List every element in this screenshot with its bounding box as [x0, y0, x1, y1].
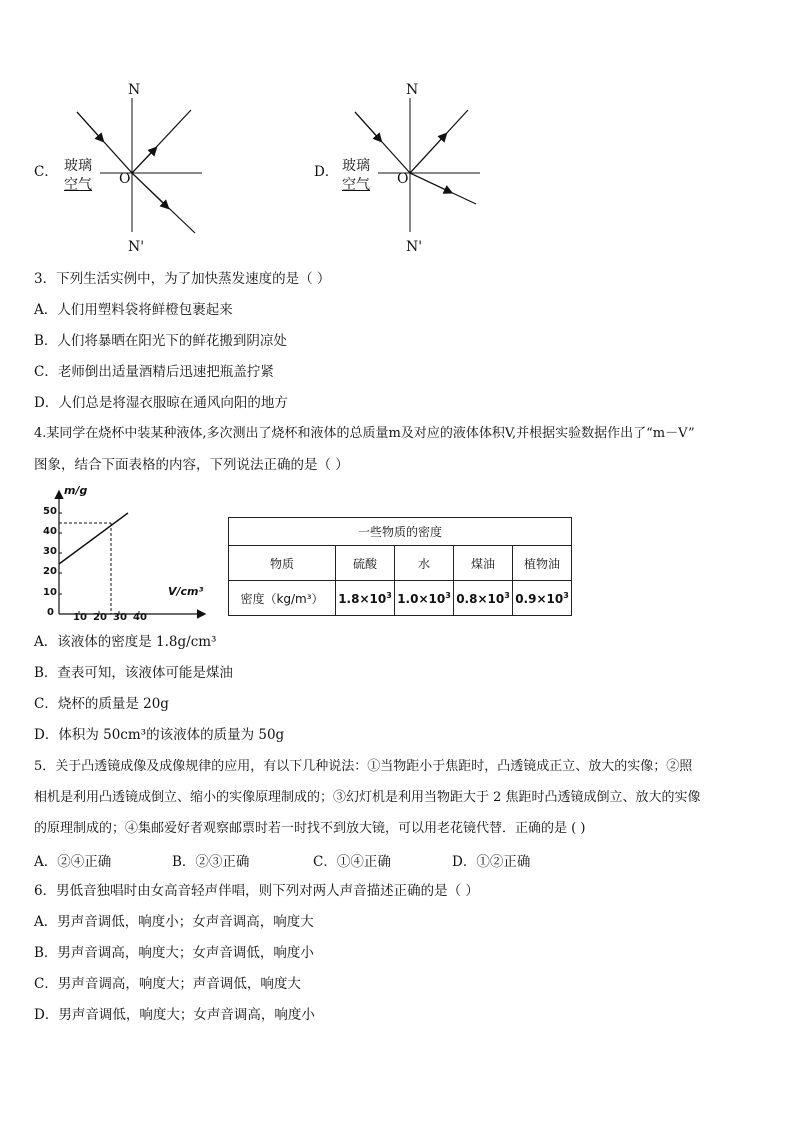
reflected-arrow	[410, 135, 445, 173]
q6-option-a: A．男声音调低，响度小；女声音调高，响度大	[34, 914, 314, 930]
graph-x-tick-10: 10	[73, 612, 87, 623]
q4-stem-line2: 图象，结合下面表格的内容，下列说法正确的是（ ）	[34, 457, 349, 473]
table-density-row	[229, 581, 572, 616]
graph-y-tick-40: 40	[43, 526, 57, 537]
data-line	[59, 513, 128, 564]
figure-c-option-label: C．	[34, 164, 58, 180]
q5-option-d: D．①②正确	[452, 854, 531, 870]
q6-stem: 6．男低音独唱时由女高音轻声伴唱，则下列对两人声音描述正确的是（ ）	[34, 883, 479, 899]
incident-arrow	[77, 112, 102, 140]
reflected-arrow	[132, 149, 155, 173]
figure-c-normal-top: N	[128, 82, 141, 98]
q6-option-c: C．男声音调高，响度大；声音调低，响度大	[34, 976, 301, 992]
q5-line2: 相机是利用凸透镜成倒立、缩小的实像原理制成的；③幻灯机是利用当物距大于 2 焦距时凸透镜成倒立、放大的实像	[34, 790, 701, 805]
graph-origin-tick: 0	[47, 607, 54, 618]
q4-option-a: A．该液体的密度是 1.8g/cm³	[34, 634, 217, 650]
header-cell: 煤油	[454, 546, 513, 581]
refracted-arrow	[410, 173, 450, 192]
table-caption: 一些物质的密度	[229, 518, 572, 546]
q5-line3: 的原理制成的；④集邮爱好者观察邮票时若一时找不到放大镜，可以用老花镜代替．正确的是 ( )	[34, 821, 586, 836]
m-v-graph	[34, 484, 214, 626]
figure-c-air-label: 空气	[64, 177, 92, 193]
q6-option-d: D．男声音调低，响度大；女声音调高，响度小	[34, 1007, 315, 1023]
figure-d-air-label: 空气	[342, 177, 370, 193]
q5-option-c: C．①④正确	[313, 854, 391, 870]
figure-c-glass-label: 玻璃	[64, 158, 92, 174]
q4-option-c: C．烧杯的质量是 20g	[34, 696, 169, 712]
graph-y-tick-20: 20	[43, 566, 57, 577]
figure-d-glass-label: 玻璃	[342, 158, 370, 174]
figure-d-origin: O	[397, 171, 409, 187]
q4-stem-line1: 4.某同学在烧杯中装某种液体,多次测出了烧杯和液体的总质量m及对应的液体体积V,并根据实验数据作出了“m－V”	[34, 426, 695, 441]
value-cell: $0.9\times 10^3$	[513, 581, 572, 616]
incident-arrow	[355, 112, 380, 140]
value-cell: $0.8\times 10^3$	[454, 581, 513, 616]
table-header-row	[229, 546, 572, 581]
graph-x-tick-40: 40	[133, 612, 147, 623]
q3-option-d: D．人们总是将湿衣服晾在通风向阳的地方	[34, 395, 288, 411]
refracted-arrow	[132, 173, 167, 207]
density-table	[228, 517, 572, 616]
header-cell: 物质	[229, 546, 336, 581]
graph-x-tick-20: 20	[93, 612, 107, 623]
graph-y-label: m/g	[64, 484, 88, 497]
figure-c-origin: O	[119, 171, 131, 187]
value-cell: $1.0\times 10^3$	[395, 581, 454, 616]
figure-c-normal-bottom: N'	[128, 239, 145, 255]
q3-option-c: C．老师倒出适量酒精后迅速把瓶盖拧紧	[34, 364, 274, 380]
q5-option-b: B．②③正确	[172, 854, 250, 870]
graph-y-tick-10: 10	[43, 587, 57, 598]
figure-d-option-label: D．	[314, 164, 339, 180]
graph-y-tick-30: 30	[43, 546, 57, 557]
figure-d-normal-bottom: N'	[406, 239, 423, 255]
row-label-cell: 密度（kg/m³）	[229, 581, 336, 616]
graph-x-label: V/cm³	[168, 585, 204, 598]
q6-option-b: B．男声音调高，响度大；女声音调低，响度小	[34, 945, 314, 961]
header-cell: 植物油	[513, 546, 572, 581]
figure-d-normal-top: N	[406, 82, 419, 98]
q5-option-a: A．②④正确	[34, 854, 112, 870]
q3-stem: 3．下列生活实例中，为了加快蒸发速度的是（ ）	[34, 271, 331, 287]
q5-line1: 5．关于凸透镜成像及成像规律的应用，有以下几种说法：①当物距小于焦距时，凸透镜成正立、放大的实像；②照	[34, 759, 693, 774]
q3-option-a: A．人们用塑料袋将鲜橙包裹起来	[34, 302, 233, 318]
q4-option-d: D．体积为 50cm³的该液体的质量为 50g	[34, 727, 285, 743]
graph-y-tick-50: 50	[43, 506, 57, 517]
graph-x-tick-30: 30	[113, 612, 127, 623]
header-cell: 水	[395, 546, 454, 581]
value-cell: $1.8\times 10^3$	[336, 581, 395, 616]
header-cell: 硫酸	[336, 546, 395, 581]
q3-option-b: B．人们将暴晒在阳光下的鲜花搬到阴凉处	[34, 333, 287, 349]
q4-option-b: B．查表可知，该液体可能是煤油	[34, 665, 233, 681]
